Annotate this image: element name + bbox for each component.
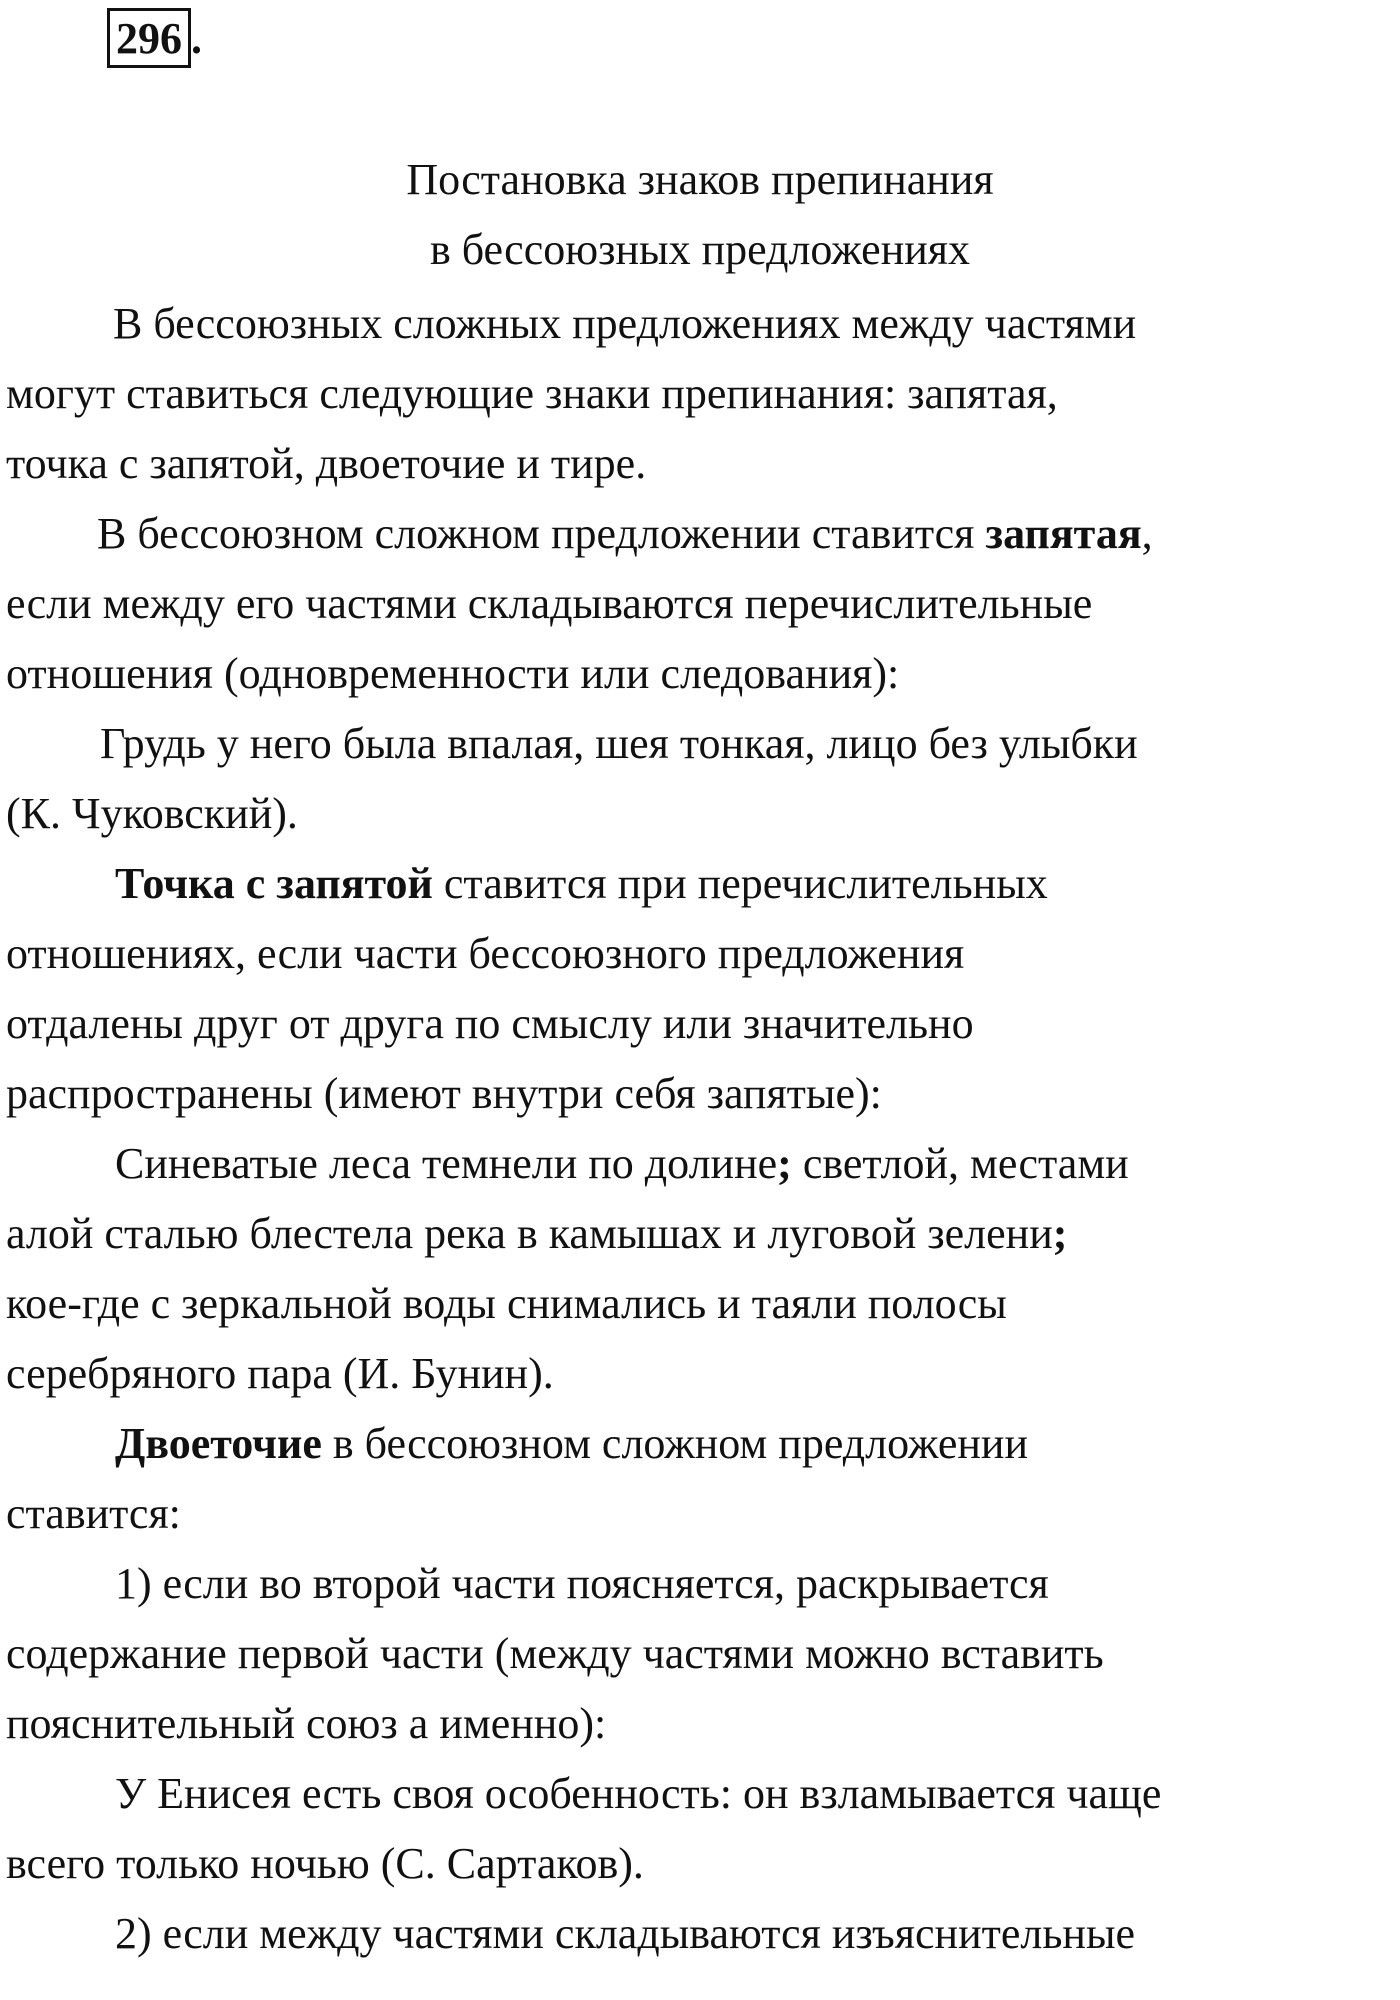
text-line-4: [97, 509, 1153, 558]
text-line-10: отношениях, если части бессоюзного предложения: [6, 929, 965, 978]
example-2-line-1: [115, 1139, 1129, 1188]
text-line-9-end: ставится при перечислительных: [432, 859, 1048, 908]
semicolon-mark-1: ;: [777, 1139, 792, 1188]
text-line-6: отношения (одновременности или следования):: [6, 649, 900, 698]
example-2-line-2: [6, 1209, 1068, 1258]
exercise-number-box: 296: [107, 8, 191, 68]
example-2-line-1-end: светлой, местами: [791, 1139, 1129, 1188]
term-colon: Двоеточие: [115, 1419, 322, 1468]
semicolon-mark-2: ;: [1052, 1209, 1068, 1258]
example-3-line-2: всего только ночью (С. Сартаков).: [6, 1839, 644, 1888]
text-line-11: отдалены друг от друга по смыслу или значительно: [6, 999, 974, 1048]
example-1-line-1: Грудь у него была впалая, шея тонкая, лицо без улыбки: [100, 719, 1138, 768]
text-line-12: распространены (имеют внутри себя запятые):: [6, 1069, 882, 1118]
text-line-2: могут ставиться следующие знаки препинания: запятая,: [6, 369, 1058, 418]
text-line-4-start: В бессоюзном сложном предложении ставится: [97, 509, 986, 558]
rule-item-2-line-1: 2) если между частями складываются изъяснительные: [115, 1909, 1136, 1958]
text-line-5: если между его частями складываются перечислительные: [6, 579, 1093, 628]
example-2-line-4: серебряного пара (И. Бунин).: [6, 1349, 554, 1398]
rule-title-line-1: Постановка знаков препинания: [406, 155, 994, 204]
example-2-line-1-start: Синеватые леса темнели по долине: [115, 1139, 778, 1188]
rule-item-1-line-3: пояснительный союз а именно):: [6, 1699, 607, 1748]
example-3-line-1: У Енисея есть своя особенность: он взламывается чаще: [115, 1769, 1162, 1818]
term-semicolon: Точка с запятой: [115, 859, 433, 908]
example-2-line-2-start: алой сталью блестела река в камышах и луговой зелени: [6, 1209, 1053, 1258]
example-1-line-2: (К. Чуковский).: [6, 789, 298, 838]
text-line-3: точка с запятой, двоеточие и тире.: [6, 439, 647, 488]
example-2-line-3: кое-где с зеркальной воды снимались и таяли полосы: [6, 1279, 1007, 1328]
exercise-number: [107, 8, 202, 68]
rule-item-1-line-1: 1) если во второй части поясняется, раскрывается: [115, 1559, 1049, 1608]
rule-title-line-2: в бессоюзных предложениях: [429, 225, 971, 274]
rule-item-1-line-2: содержание первой части (между частями можно вставить: [6, 1629, 1104, 1678]
text-line-4-end: ,: [1141, 509, 1153, 558]
text-line-18: ставится:: [6, 1489, 181, 1538]
text-line-1: В бессоюзных сложных предложениях между частями: [113, 299, 1137, 348]
text-line-17-end: в бессоюзном сложном предложении: [321, 1419, 1029, 1468]
term-comma: запятая: [985, 509, 1142, 558]
exercise-number-dot: .: [191, 14, 202, 63]
text-line-9: [115, 859, 1048, 908]
text-line-17: [115, 1419, 1029, 1468]
